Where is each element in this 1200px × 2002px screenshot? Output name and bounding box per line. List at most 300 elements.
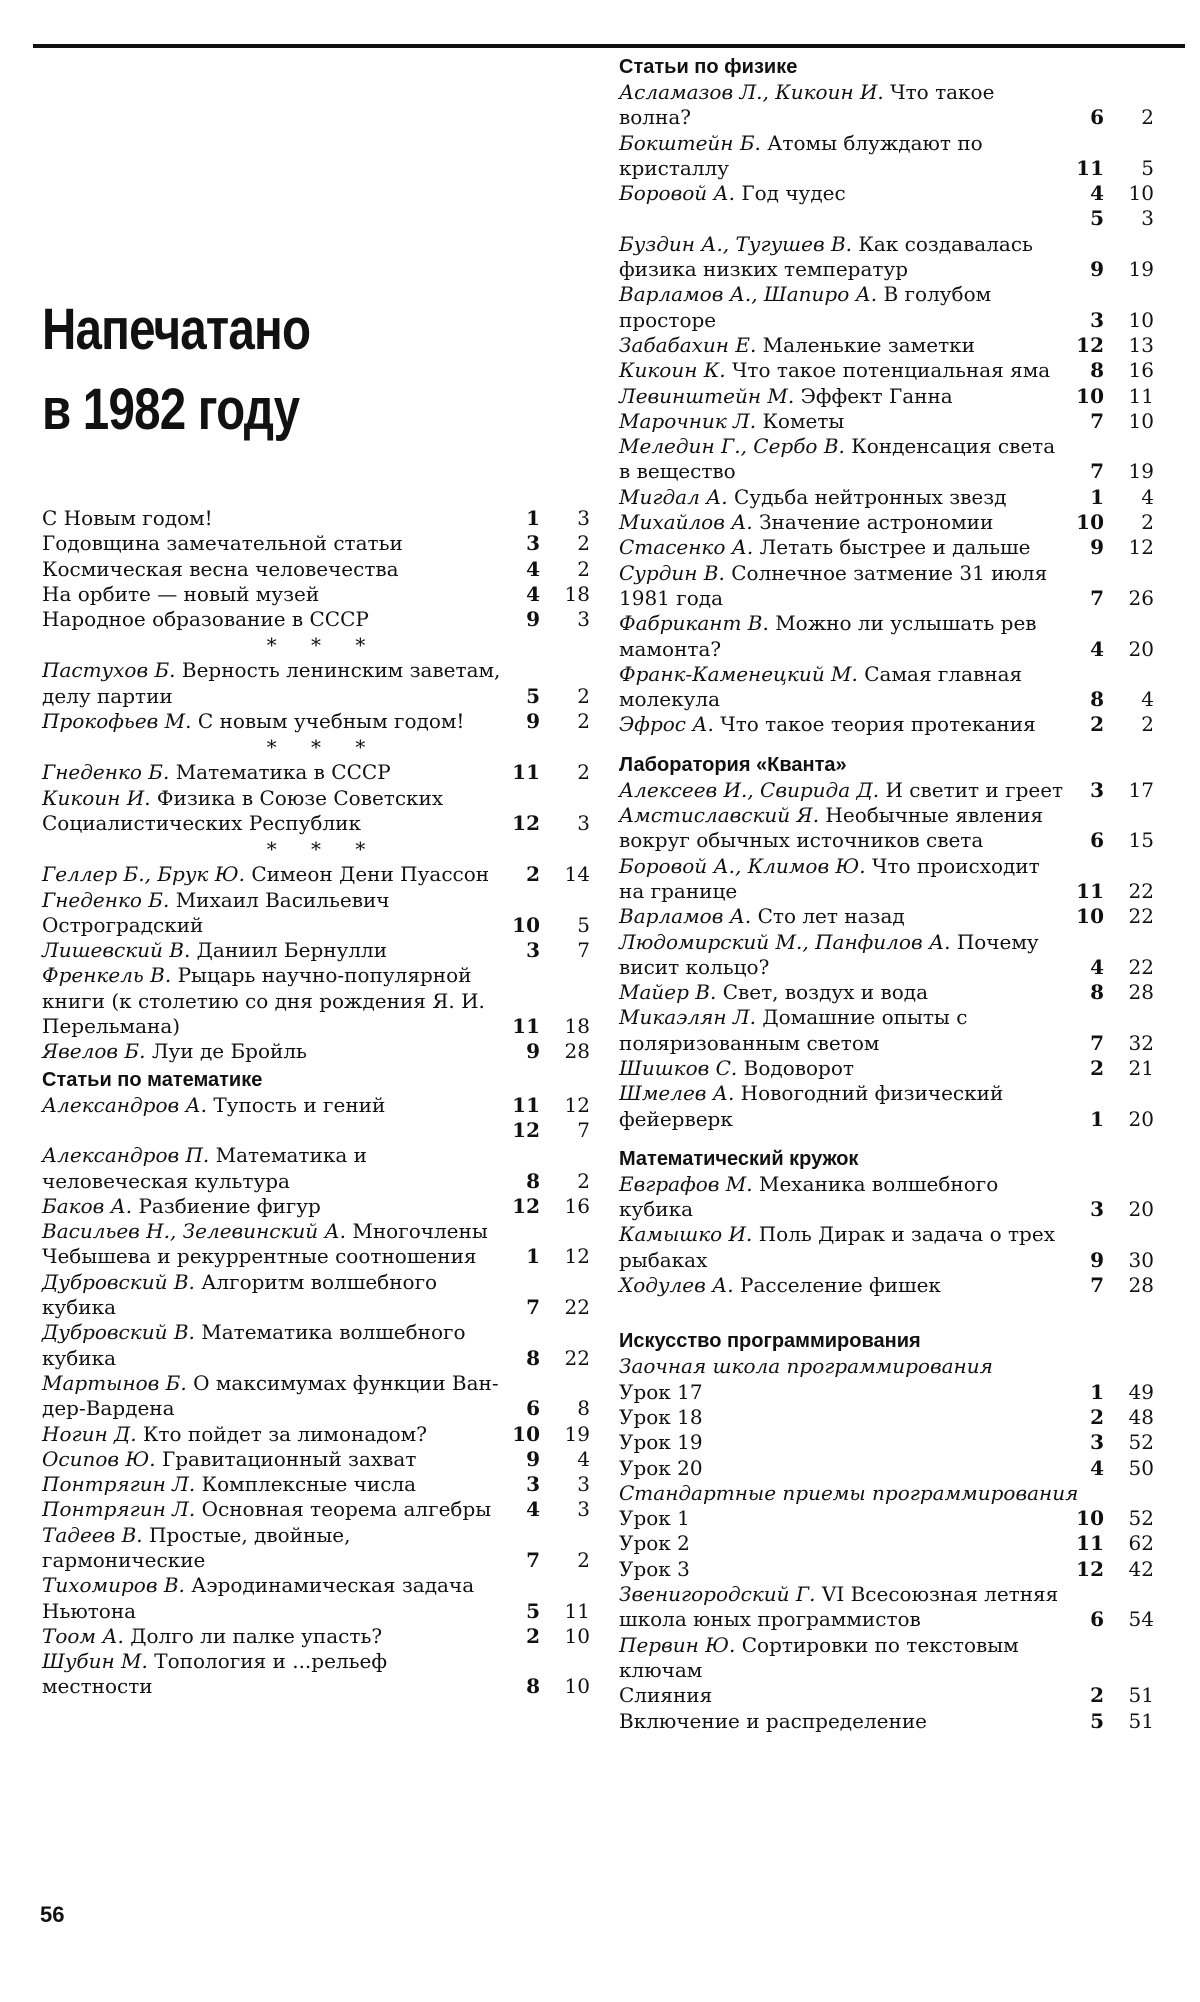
page-number-ref: 4 — [577, 1446, 590, 1471]
entry-title: Сто лет назад — [757, 904, 905, 929]
page-number-ref: 2 — [577, 1547, 590, 1572]
page-number-ref: 28 — [1128, 980, 1154, 1005]
spacer — [619, 1298, 1154, 1326]
issue-number: 4 — [1090, 954, 1104, 979]
science-ussr-list — [42, 760, 590, 836]
entry-author: Кикоин И. — [42, 785, 151, 810]
page-number-ref: 28 — [564, 1039, 590, 1064]
page-number-ref: 50 — [1128, 1455, 1154, 1480]
entry-title: Расселение фишек — [740, 1273, 941, 1298]
issue-number: 12 — [512, 1193, 540, 1218]
toc-entry — [42, 760, 590, 785]
entry-title: Космическая весна человечества — [42, 556, 399, 581]
entry-author: Дубровский В. — [42, 1269, 195, 1294]
page-number-ref: 5 — [1141, 155, 1154, 180]
page-number-ref: 16 — [564, 1193, 590, 1218]
entry-title: Атомы блуждают по кристаллу — [619, 130, 983, 180]
issue-number: 3 — [526, 531, 540, 556]
toc-entry — [42, 709, 590, 734]
toc-entry — [619, 1531, 1154, 1556]
entry-title: Математика в СССР — [175, 760, 391, 785]
page-number-ref: 22 — [1128, 954, 1154, 979]
issue-number: 3 — [1090, 1430, 1104, 1455]
issue-number: 3 — [1090, 1197, 1104, 1222]
entry-title: Простые, двойные, гармонические — [42, 1522, 351, 1572]
entry-text — [619, 409, 1066, 434]
issue-number: 6 — [1090, 1607, 1104, 1632]
math-heading: Статьи по математике — [42, 1068, 263, 1091]
entry-author: Гнеденко Б. — [42, 887, 170, 912]
issue-number: 7 — [526, 1547, 540, 1572]
page-number-ref: 2 — [577, 683, 590, 708]
issue-number: 3 — [526, 1472, 540, 1497]
toc-entry — [42, 1320, 590, 1371]
entry-title: Слияния — [619, 1683, 713, 1708]
entry-author: Боровой А. — [619, 181, 736, 206]
physics-heading: Статьи по физике — [619, 56, 798, 78]
entry-text — [619, 1056, 1066, 1081]
toc-entry — [619, 485, 1154, 510]
title-line-2: в 1982 году — [42, 377, 300, 442]
entry-text — [42, 938, 502, 963]
entry-title: Физика в Союзе Советских Социалистических Республик — [42, 785, 444, 835]
toc-entry — [42, 531, 590, 556]
entry-text — [619, 1081, 1066, 1132]
toc-entry — [619, 904, 1154, 929]
toc-entry — [42, 1649, 590, 1700]
issue-number: 7 — [526, 1295, 540, 1320]
entry-title: Домашние опыты с поляризованным светом — [619, 1005, 968, 1055]
issue-number: 10 — [1076, 510, 1104, 535]
entry-text — [619, 384, 1066, 409]
entry-text — [619, 980, 1066, 1005]
entry-title: Многочлены Чебышева и рекуррентные соотношения — [42, 1219, 488, 1269]
toc-entry — [619, 80, 1154, 131]
issue-number: 9 — [1090, 1247, 1104, 1272]
issue-number: 9 — [1090, 535, 1104, 560]
entry-author: Камышко И. — [619, 1222, 753, 1247]
entry-title: Сортировки по текстовым ключам — [619, 1632, 1019, 1682]
page-number-ref: 3 — [1141, 206, 1154, 231]
entry-title: Кто пойдет за лимонадом? — [142, 1421, 427, 1446]
issue-number: 2 — [1090, 1683, 1104, 1708]
issue-number: 12 — [512, 1117, 540, 1142]
entry-title: Год чудес — [741, 181, 846, 206]
entry-author: Эфрос А. — [619, 712, 714, 737]
entry-title: С новым учебным годом! — [197, 709, 465, 734]
page-number-ref: 48 — [1128, 1404, 1154, 1429]
page-number-ref: 20 — [1128, 1106, 1154, 1131]
toc-entry — [42, 1118, 590, 1143]
entry-text — [42, 557, 502, 582]
issue-number: 11 — [512, 1014, 540, 1039]
entry-text — [42, 1270, 502, 1321]
entry-title: Конденсация света в вещество — [619, 434, 1056, 484]
toc-entry — [619, 1709, 1154, 1734]
toc-entry — [619, 1172, 1154, 1223]
entry-text — [42, 1573, 502, 1624]
entry-text — [619, 611, 1066, 662]
entry-title: В голубом просторе — [619, 282, 992, 332]
entry-text — [42, 1472, 502, 1497]
entry-title: Урок 20 — [619, 1455, 703, 1480]
entry-title: Луи де Бройль — [151, 1039, 307, 1064]
entry-title: Годовщина замечательной статьи — [42, 531, 403, 556]
entry-text — [619, 131, 1066, 182]
page-number-ref: 3 — [577, 1497, 590, 1522]
entry-author: Стасенко А. — [619, 535, 754, 560]
entry-author: Фабрикант В. — [619, 611, 769, 636]
entry-title: Включение и распределение — [619, 1708, 927, 1733]
page-number-ref: 7 — [577, 1117, 590, 1142]
toc-entry — [42, 786, 590, 837]
issue-number: 11 — [1076, 1531, 1104, 1556]
toc-entry — [619, 1506, 1154, 1531]
toc-entry — [619, 282, 1154, 333]
toc-entry — [619, 1633, 1154, 1684]
school-heading: Заочная школа программирования — [619, 1354, 993, 1379]
entry-text — [619, 1405, 1066, 1430]
entry-text — [42, 760, 502, 785]
entry-title: Урок 3 — [619, 1556, 690, 1581]
entry-text — [42, 1422, 502, 1447]
entry-author: Шмелев А. — [619, 1081, 735, 1106]
entry-text — [42, 582, 502, 607]
issue-number: 8 — [526, 1168, 540, 1193]
toc-entry — [619, 1380, 1154, 1405]
issue-number: 2 — [526, 1623, 540, 1648]
entry-author: Майер В. — [619, 980, 717, 1005]
entry-text — [42, 531, 502, 556]
entry-title: Разбиение фигур — [138, 1193, 321, 1218]
page-number-ref: 28 — [1128, 1273, 1154, 1298]
page-number-ref: 11 — [564, 1598, 590, 1623]
entry-text — [42, 1093, 502, 1118]
entry-text — [619, 1172, 1066, 1223]
entry-title: Математика волшебного кубика — [42, 1320, 466, 1370]
toc-entry — [619, 662, 1154, 713]
entry-text — [619, 1456, 1066, 1481]
entry-author: Мартынов Б. — [42, 1370, 187, 1395]
spacer — [619, 1132, 1154, 1144]
issue-number: 4 — [526, 556, 540, 581]
entry-text — [619, 1531, 1066, 1556]
issue-number: 5 — [526, 1598, 540, 1623]
entry-title: Что такое потенциальная яма — [731, 358, 1051, 383]
issue-number: 3 — [526, 938, 540, 963]
toc-entry — [619, 854, 1154, 905]
issue-number: 2 — [1090, 1404, 1104, 1429]
page-number-ref: 18 — [564, 1014, 590, 1039]
toc-entry — [619, 1405, 1154, 1430]
toc-entry — [42, 557, 590, 582]
entry-author: Геллер Б., Брук Ю. — [42, 862, 245, 887]
entry-title: Поль Дирак и задача о трех рыбаках — [619, 1222, 1055, 1272]
issue-number: 2 — [526, 862, 540, 887]
entry-title: VI Всесоюзная летняя школа юных программистов — [619, 1582, 1059, 1632]
page-number-ref: 10 — [564, 1674, 590, 1699]
entry-text — [42, 1371, 502, 1422]
page-number-ref: 2 — [1141, 510, 1154, 535]
entry-title: Что такое теория протекания — [720, 712, 1036, 737]
page-number-ref: 8 — [577, 1396, 590, 1421]
lab-list — [619, 778, 1154, 1132]
toc-entry — [619, 611, 1154, 662]
page-number-ref: 2 — [577, 1168, 590, 1193]
biographies-list — [42, 862, 590, 1064]
page-number-ref: 22 — [564, 1295, 590, 1320]
toc-entry — [42, 1447, 590, 1472]
page-number-ref: 19 — [1128, 257, 1154, 282]
entry-author: Микаэлян Л. — [619, 1005, 756, 1030]
entry-title: Как создавалась физика низких температур — [619, 231, 1033, 282]
issue-number: 12 — [512, 810, 540, 835]
entry-title: Урок 19 — [619, 1430, 703, 1455]
entry-title: Симеон Дени Пуассон — [251, 862, 490, 887]
spacer — [619, 738, 1154, 750]
page-number-ref: 7 — [577, 938, 590, 963]
entry-author: Явелов Б. — [42, 1039, 146, 1064]
toc-entry — [619, 1683, 1154, 1708]
intro-list — [42, 506, 590, 632]
issue-number: 6 — [526, 1396, 540, 1421]
issue-number: 9 — [1090, 257, 1104, 282]
entry-text — [619, 778, 1066, 803]
toc-entry — [619, 803, 1154, 854]
toc-entry — [42, 1270, 590, 1321]
issue-number: 11 — [1076, 155, 1104, 180]
entry-title: Почему висит кольцо? — [619, 929, 1039, 979]
entry-text — [619, 485, 1066, 510]
page-number-ref: 5 — [577, 912, 590, 937]
entry-author: Ходулев А. — [619, 1273, 734, 1298]
issue-number: 2 — [1090, 1055, 1104, 1080]
issue-number: 1 — [1090, 1106, 1104, 1131]
toc-entry — [42, 1573, 590, 1624]
entry-author: Сурдин В. — [619, 560, 725, 585]
toc-entry — [619, 1273, 1154, 1298]
title-line-1: Напечатано — [42, 297, 311, 362]
issue-number: 8 — [526, 1674, 540, 1699]
entry-title: Тупость и гений — [213, 1092, 386, 1117]
issue-number: 3 — [1090, 777, 1104, 802]
issue-number: 5 — [1090, 1708, 1104, 1733]
right-column — [619, 52, 1154, 1734]
entry-text — [42, 888, 502, 939]
entry-title: Даниил Бернулли — [196, 938, 388, 963]
entry-title: Свет, воздух и вода — [722, 980, 929, 1005]
entry-author: Гнеденко Б. — [42, 760, 170, 785]
entry-author: Александров П. — [42, 1143, 210, 1168]
entry-title: Комплексные числа — [201, 1472, 417, 1497]
page-number-ref: 11 — [1128, 383, 1154, 408]
entry-author: Первин Ю. — [619, 1632, 736, 1657]
toc-entry — [42, 1194, 590, 1219]
toc-entry — [619, 434, 1154, 485]
entry-author: Боровой А., Климов Ю. — [619, 853, 866, 878]
issue-number: 5 — [1090, 206, 1104, 231]
entry-title: Урок 18 — [619, 1404, 703, 1429]
entry-title: Алгоритм волшебного кубика — [42, 1269, 438, 1320]
page-number-ref: 51 — [1128, 1683, 1154, 1708]
entry-text — [619, 712, 1066, 737]
page-number-ref: 49 — [1128, 1379, 1154, 1404]
entry-text — [619, 803, 1066, 854]
page-number-ref: 2 — [1141, 712, 1154, 737]
page-number-ref: 10 — [1128, 307, 1154, 332]
page-number-ref: 19 — [1128, 459, 1154, 484]
toc-entry — [42, 1624, 590, 1649]
entry-text — [619, 434, 1066, 485]
issue-number: 1 — [1090, 1379, 1104, 1404]
toc-entry — [42, 1039, 590, 1064]
entry-author: Мигдал А. — [619, 484, 728, 509]
entry-text — [42, 709, 502, 734]
entry-author: Тоом А. — [42, 1623, 124, 1648]
entry-author: Людомирский М., Панфилов А. — [619, 929, 951, 954]
issue-number: 10 — [1076, 904, 1104, 929]
entry-title: Значение астрономии — [759, 510, 994, 535]
toc-entry — [619, 778, 1154, 803]
entry-text — [619, 358, 1066, 383]
issue-number: 6 — [1090, 105, 1104, 130]
entry-author: Варламов А., Шапиро А. — [619, 282, 878, 307]
entry-title: И светит и греет — [885, 777, 1064, 802]
issue-number: 8 — [1090, 687, 1104, 712]
toc-entry — [42, 938, 590, 963]
programming-heading: Искусство программирования — [619, 1330, 921, 1353]
page-number-ref: 30 — [1128, 1247, 1154, 1272]
entry-author: Левинштейн М. — [619, 383, 795, 408]
entry-text — [619, 80, 1066, 131]
entry-text — [42, 963, 502, 1039]
issue-number: 7 — [1090, 408, 1104, 433]
entry-title: Водоворот — [743, 1055, 854, 1080]
page-number-ref: 62 — [1128, 1531, 1154, 1556]
issue-number: 9 — [526, 709, 540, 734]
toc-entry — [42, 888, 590, 939]
page-title — [42, 290, 491, 450]
toc-entry — [42, 1472, 590, 1497]
toc-entry — [42, 658, 590, 709]
entry-text — [42, 1624, 502, 1649]
toc-entry — [42, 963, 590, 1039]
issue-number: 4 — [1090, 1455, 1104, 1480]
entry-text — [42, 607, 502, 632]
issue-number: 10 — [1076, 383, 1104, 408]
entry-author: Звенигородский Г. — [619, 1582, 816, 1607]
page-number-ref: 21 — [1128, 1055, 1154, 1080]
entry-author: Баков А. — [42, 1193, 133, 1218]
sorting-list — [619, 1683, 1154, 1734]
page-number-ref: 42 — [1128, 1556, 1154, 1581]
issue-number: 2 — [1090, 712, 1104, 737]
toc-entry — [42, 582, 590, 607]
physics-list — [619, 80, 1154, 738]
left-column — [42, 290, 590, 1700]
entry-title: Солнечное затмение 31 июля 1981 года — [619, 560, 1048, 610]
toc-entry — [42, 506, 590, 531]
toc-entry — [619, 535, 1154, 560]
entry-author: Варламов А. — [619, 904, 752, 929]
top-rule — [33, 44, 1185, 48]
page-number-ref: 15 — [1128, 828, 1154, 853]
entry-author: Забабахин Е. — [619, 332, 757, 357]
entry-title: Эффект Ганна — [800, 383, 953, 408]
entry-text — [619, 1380, 1066, 1405]
entry-text — [619, 1506, 1066, 1531]
lab-heading: Лаборатория «Кванта» — [619, 753, 847, 776]
separator-2: * * * — [266, 735, 380, 760]
entry-title: Рыцарь научно-популярной книги (к столетию со дня рождения Я. И. Перельмана) — [42, 963, 485, 1039]
issue-number: 3 — [1090, 307, 1104, 332]
toc-entry — [619, 1430, 1154, 1455]
page-number-ref: 52 — [1128, 1430, 1154, 1455]
entry-author: Амстиславский Я. — [619, 803, 820, 828]
entry-text — [42, 1219, 502, 1270]
page-number-ref: 3 — [577, 810, 590, 835]
entry-author: Бокштейн Б. — [619, 130, 761, 155]
issue-number: 1 — [1090, 484, 1104, 509]
entry-author: Евграфов М. — [619, 1171, 753, 1196]
toc-entry — [42, 1219, 590, 1270]
toc-entry — [42, 1497, 590, 1522]
entry-title: На орбите — новый музей — [42, 581, 320, 606]
entry-text — [619, 1430, 1066, 1455]
toc-entry — [619, 409, 1154, 434]
page-number-ref: 32 — [1128, 1030, 1154, 1055]
entry-title: Летать быстрее и дальше — [759, 535, 1031, 560]
entry-text — [619, 1222, 1066, 1273]
toc-entry — [619, 1582, 1154, 1633]
entry-text — [619, 930, 1066, 981]
entry-title: Долго ли палке упасть? — [130, 1623, 383, 1648]
toc-entry — [619, 1557, 1154, 1582]
entry-text — [619, 1709, 1066, 1734]
toc-entry — [619, 181, 1154, 206]
toc-entry — [619, 333, 1154, 358]
entry-text — [619, 510, 1066, 535]
entry-author: Алексеев И., Свирида Д. — [619, 777, 880, 802]
toc-entry — [42, 1422, 590, 1447]
entry-author: Лишевский В. — [42, 938, 191, 963]
issue-number: 4 — [1090, 636, 1104, 661]
page-number-ref: 22 — [1128, 878, 1154, 903]
issue-number: 1 — [526, 1244, 540, 1269]
entry-author: Понтрягин Л. — [42, 1497, 196, 1522]
toc-entry — [619, 358, 1154, 383]
entry-author: Марочник Л. — [619, 408, 757, 433]
issue-number: 10 — [512, 1421, 540, 1446]
entry-title: С Новым годом! — [42, 506, 213, 530]
entry-text — [619, 1557, 1066, 1582]
toc-entry — [619, 1081, 1154, 1132]
toc-entry — [42, 1143, 590, 1194]
entry-text — [619, 282, 1066, 333]
page-number-ref: 20 — [1128, 636, 1154, 661]
entry-title: Урок 1 — [619, 1506, 690, 1531]
page-number-ref: 4 — [1141, 484, 1154, 509]
school-list — [619, 1380, 1154, 1481]
entry-author: Шишков С. — [619, 1055, 738, 1080]
entry-title: Урок 17 — [619, 1379, 703, 1404]
toc-entry — [619, 206, 1154, 231]
entry-title: Гравитационный захват — [161, 1446, 417, 1471]
toc-entry — [42, 1523, 590, 1574]
math-list — [42, 1093, 590, 1700]
entry-author: Тихомиров В. — [42, 1573, 185, 1598]
entry-title: Кометы — [762, 408, 845, 433]
